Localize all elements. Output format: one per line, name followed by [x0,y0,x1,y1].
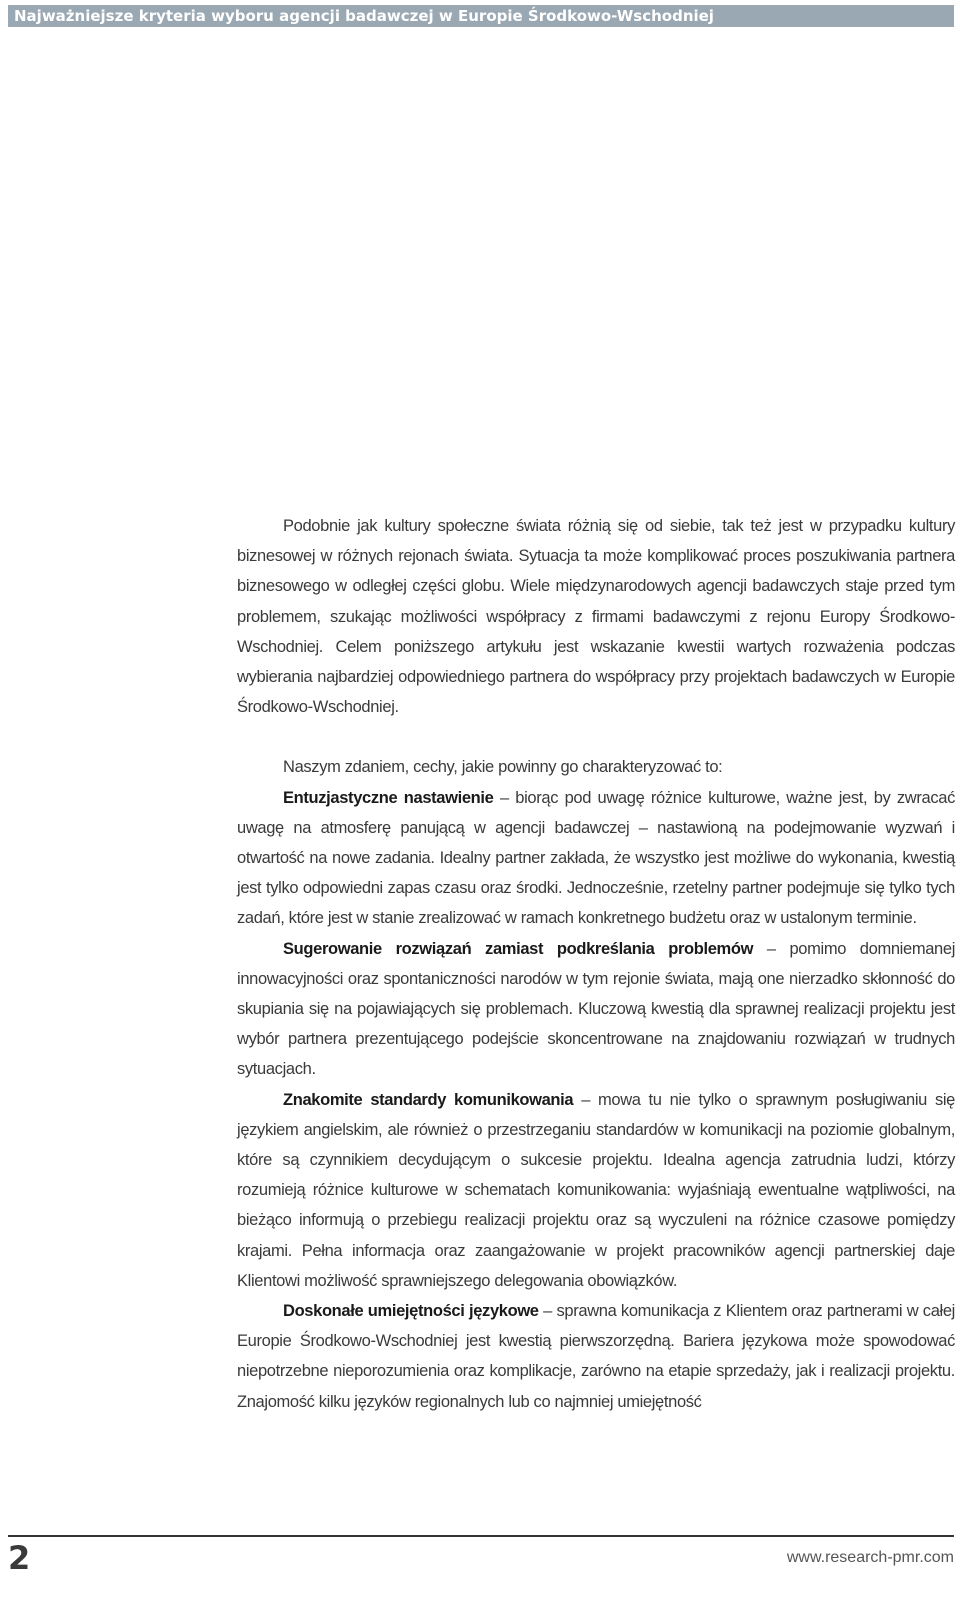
criterion-paragraph [237,1296,955,1417]
criterion-paragraph [237,783,955,934]
page-header-title: Najważniejsze kryteria wyboru agencji badawczej w Europie Środkowo-Wschodniej [14,7,714,25]
intro-paragraph: Podobnie jak kultury społeczne świata różnią się od siebie, tak też jest w przypadku kultury biznesowej w różnych rejonach świata. Sytuacja ta może komplikować proces poszukiwania partnera biznesowego w odległej części globu. Wiele międzynarodowych agencji badawczych staje przed tym problemem, szukając możliwości współpracy z firmami badawczymi z rejonu Europy Środkowo-Wschodniej. Celem poniższego artykułu jest wskazanie kwestii wartych rozważenia podczas wybierania najbardziej odpowiedniego partnera do współpracy przy projektach badawczych w Europie Środkowo-Wschodniej. [237,517,955,717]
criterion-paragraph [237,934,955,1085]
lead-paragraph: Naszym zdaniem, cechy, jakie powinny go charakteryzować to: [283,758,723,777]
criterion-term: Entuzjastyczne nastawienie [283,788,494,807]
criterion-term: Znakomite standardy komunikowania [283,1090,574,1109]
criterion-text: – sprawna komunikacja z Klientem oraz partnerami w całej Europie Środkowo-Wschodniej jest kwestią pierwszorzędną. Bariera językowa może spowodować niepotrzebne nieporozumienia oraz komplikacje, zarówno na etapie sprzedaży, jak i realizacji projektu. Znajomość kilku języków regionalnych lub co najmniej umiejętność [237,1302,955,1411]
criterion-text: – biorąc pod uwagę różnice kulturowe, ważne jest, by zwracać uwagę na atmosferę panującą w agencji badawczej – nastawioną na podejmowanie wyzwań i otwartość na nowe zadania. Idealny partner zakłada, że wszystko jest możliwe do wykonania, kwestią jest tylko odpowiedni zapas czasu oraz środki. Jednocześnie, rzetelny partner podejmuje się tylko tych zadań, które jest w stanie zrealizować w ramach konkretnego budżetu oraz w ustalonym terminie. [237,788,955,928]
article-body [237,511,955,1417]
criterion-term: Doskonałe umiejętności językowe [283,1302,539,1321]
criterion-paragraph [237,1085,955,1296]
criterion-term: Sugerowanie rozwiązań zamiast podkreślania problemów [283,939,754,958]
footer-divider [8,1535,954,1537]
footer-website-link[interactable]: www.research-pmr.com [786,1549,954,1566]
page-number: 2 [8,1539,31,1577]
criterion-text: – pomimo domniemanej innowacyjności oraz spontaniczności narodów w tym rejonie świata, mają one nierzadko skłonność do skupiania się na pojawiających się problemach. Kluczową kwestią dla sprawnej realizacji projektu jest wybór partnera prezentującego podejście skoncentrowane na znajdowaniu rozwiązań w trudnych sytuacjach. [237,939,956,1079]
criterion-text: – mowa tu nie tylko o sprawnym posługiwaniu się językiem angielskim, ale również o przestrzeganiu standardów w komunikacji na poziomie globalnym, które są czynnikiem decydującym o sukcesie projektu. Idealna agencja zatrudnia ludzi, którzy rozumieją różnice kulturowe w schematach komunikowania: wyjaśniają ewentualne wątpliwości, na bieżąco informują o przebiegu realizacji projektu oraz są wyczuleni na różnice czasowe pomiędzy krajami. Pełna informacja oraz zaangażowanie w projekt pracowników agencji partnerskiej daje Klientowi możliwość sprawniejszego delegowania obowiązków. [237,1090,955,1290]
header-bar [8,5,954,27]
